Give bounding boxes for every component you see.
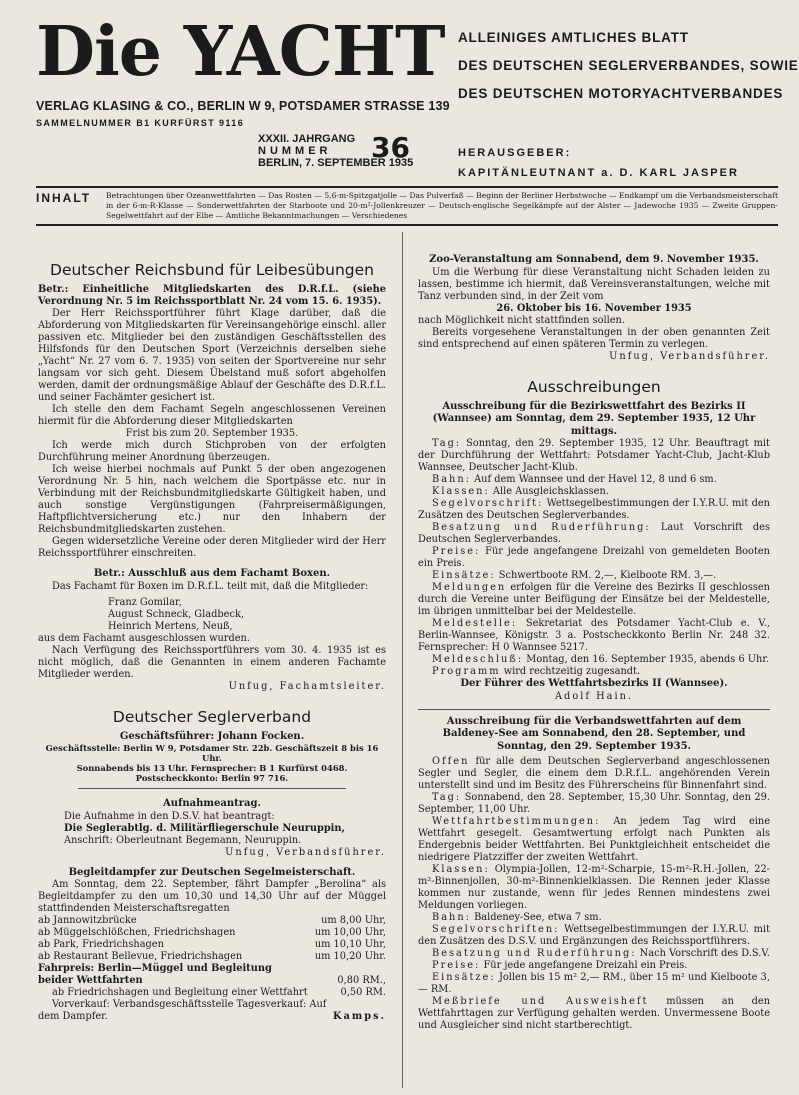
term-key: Besatzung und Ruderführung: (432, 522, 651, 533)
term-key: Segelvorschrift: (432, 498, 544, 509)
baldeney-terms (418, 756, 770, 1032)
masthead-tagline (458, 24, 799, 108)
paragraph: Am Sonntag, dem 22. September, fährt Dampfer „Berolina“ als Begleitdampfer zu den um 10,30 und 14,30 Uhr auf der Müggel stattfindenden Meisterschaftsregatten (38, 879, 386, 914)
term-value: Olympia-Jollen, 12-m²-Scharpie, 15-m²-R.H.-Jollen, 22-m²-Binnenjollen, 30-m²-Binnenkielklassen. Die Rennen jeder Klasse kommen nur zustande, wenn für jedes Rennen mindestens zwei Meldungen vorliegen. (418, 864, 770, 911)
tagline-line: DES DEUTSCHEN MOTORYACHTVERBANDES (458, 86, 784, 101)
date-range: 26. Oktober bis 16. November 1935 (496, 302, 692, 314)
term-value: müssen an den Wettfahrttagen zur Verfügung gehalten werden. Unvermessene Boote und Ausgleicher sind nicht startberechtigt. (418, 996, 770, 1031)
fare-row (38, 987, 386, 999)
signature: Der Führer des Wettfahrtsbezirks II (Wannsee). (460, 678, 728, 689)
contents-bar (36, 186, 778, 226)
begleitdampfer-heading: Begleitdampfer zur Deutschen Segelmeisterschaft. (68, 866, 356, 878)
term-key: Programm (432, 666, 501, 677)
signature: Unfug, Verbandsführer. (225, 846, 386, 858)
presale-text: Vorverkauf: Verbandsgeschäftsstelle Tagesverkauf: Auf dem Dampfer. (38, 999, 327, 1022)
signature: Unfug, Fachamtsleiter. (228, 680, 386, 692)
tagline-line: ALLEINIGES AMTLICHES BLATT (458, 30, 689, 45)
term-item (418, 816, 770, 864)
stop-name: ab Park, Friedrichshagen (38, 939, 164, 950)
term-value: Wettsegelbestimmungen der I.Y.R.U. mit den Zusätzen des Deutschen Seglerverbandes. (418, 498, 770, 521)
term-key: Preise: (432, 960, 481, 971)
issue-info (258, 133, 414, 169)
timetable-row (38, 939, 386, 951)
term-item (418, 522, 770, 546)
term-value: für alle dem Deutschen Seglerverband angeschlossenen Segler und Segler, die einem dem D.R.f.L. angehörenden Verein unterstellt sind und im Besitz des Führerscheins für Binnenfahrt sind. (418, 756, 770, 791)
signature: Adolf Hain. (554, 690, 634, 702)
term-item (418, 498, 770, 522)
term-item (418, 960, 770, 972)
term-value: Laut Vorschrift des Deutschen Seglerverbandes. (418, 522, 770, 545)
term-value: wird rechtzeitig zugesandt. (503, 666, 641, 677)
term-item (418, 996, 770, 1032)
number-label: NUMMER (258, 145, 332, 157)
fare-value: 0,50 RM. (340, 987, 386, 998)
timetable-row (38, 915, 386, 927)
term-value: Nach Vorschrift des D.S.V. (639, 948, 770, 959)
timetable-row (38, 927, 386, 939)
term-item (418, 654, 770, 666)
office-address: Sonnabends bis 13 Uhr. Fernsprecher: B 1 Kurfürst 0468. (76, 763, 348, 773)
paragraph: Das Fachamt für Boxen im D.R.f.L. teilt mit, daß die Mitglieder: (52, 580, 369, 592)
timetable-row (38, 951, 386, 963)
paragraph: Die Aufnahme in den D.S.V. hat beantragt: (64, 810, 275, 822)
excluded-member: August Schneck, Gladbeck, (108, 608, 244, 620)
paragraph: nach Möglichkeit nicht stattfinden sollen. (418, 314, 625, 326)
stop-time: um 8,00 Uhr, (321, 915, 386, 926)
aufnahmeantrag-heading: Aufnahmeantrag. (163, 798, 261, 809)
contents-label: INHALT (36, 191, 92, 205)
term-item (418, 546, 770, 570)
term-item (418, 582, 770, 618)
office-address: Postscheckkonto: Berlin 97 716. (135, 773, 289, 783)
paragraph: Nach Verfügung des Reichssportführers vom 30. 4. 1935 ist es nicht möglich, daß die Genannten in einem anderen Fachamte Mitglieder werden. (38, 644, 386, 680)
column-divider (402, 232, 403, 1088)
term-key: Einsätze: (432, 570, 496, 581)
left-column (38, 254, 386, 1023)
fare-label: ab Friedrichshagen und Begleitung einer Wettfahrt (52, 987, 308, 998)
excluded-member: Franz Gomilar, (108, 596, 182, 608)
bezirkswettfahrt-heading: Ausschreibung für die Bezirkswettfahrt des Bezirks II (Wannsee) am Sonntag, dem 29. September 1935, 12 Uhr mittags. (432, 400, 756, 437)
term-key: Bahn: (432, 474, 471, 485)
term-item (418, 570, 770, 582)
presale-row (38, 999, 386, 1023)
term-value: Montag, den 16. September 1935, abends 6 Uhr. (526, 654, 770, 665)
term-item (418, 474, 770, 486)
term-item (418, 864, 770, 912)
term-value: Für jede angefangene Dreizahl von gemeldeten Booten ein Preis. (418, 546, 770, 569)
term-item (418, 972, 770, 996)
contents-text: Betrachtungen über Ozeanwettfahrten — Das Rosten — 5,6-m-Spitzgatjolle — Das Pulverfaß — Beginn der Berliner Herbstwoche — Endkampf um die Verbandsmeisterschaft in der 6-m-R-Klasse — Sonderwettfahrten der Starboote und 20-m²-Jollenkreuzer — Deutsch-englische Segelkämpfe auf der Alster — Jadewoche 1935 — Zweite Gruppen-Segelwettfahrt auf der Elbe — Amtliche Bekanntmachungen — Verschiedenes (106, 191, 778, 220)
paragraph: Ich weise hierbei nochmals auf Punkt 5 der oben angezogenen Verordnung Nr. 5 hin, nach welchem die Sportpässe etc. nur in Verbindung mit der Reichsbundmitgliedskarte Gültigkeit haben, und auch sonstige Vergünstigungen (Fahrpreisermäßigungen, Haftpflichtversicherung etc.) nur den Inhabern der Reichsbundmitgliedskarten zustehen. (38, 464, 386, 535)
volume-label: XXXII. JAHRGANG (258, 133, 356, 145)
publisher-line: VERLAG KLASING & CO., BERLIN W 9, POTSDAMER STRASSE 139 (36, 99, 450, 113)
baldeney-heading: Ausschreibung für die Verbandswettfahrten auf dem Baldeney-See am Sonnabend, den 28. September, und Sonntag, den 29. September 1935. (442, 715, 746, 752)
stop-time: um 10,00 Uhr, (314, 927, 386, 938)
paragraph: Ich stelle den dem Fachamt Segeln angeschlossenen Vereinen hiermit für die Abforderung dieser Mitgliedskarten (38, 404, 386, 427)
term-value: Für jede angefangene Dreizahl ein Preis. (483, 960, 688, 971)
phone-number-line: SAMMELNUMMER B1 KURFÜRST 9116 (36, 118, 245, 128)
term-item (418, 438, 770, 474)
term-item (418, 756, 770, 792)
right-column (418, 254, 770, 1032)
paragraph: Bereits vorgesehene Veranstaltungen in der oben genannten Zeit sind entsprechend auf einen späteren Termin zu verlegen. (418, 326, 770, 350)
term-value: erfolgen für die Vereine des Bezirks II geschlossen durch die Vereine unter Beifügung der Einsätze bei der Meldestelle, im übrigen unmittelbar bei der Meldestelle. (418, 582, 770, 617)
term-item (418, 792, 770, 816)
term-key: Klassen: (432, 486, 490, 497)
signature: Unfug, Verbandsführer. (609, 350, 770, 362)
term-key: Meldungen (432, 582, 507, 593)
applicant: Die Seglerabtlg. d. Militärfliegerschule Neuruppin, (64, 822, 345, 834)
term-value: Auf dem Wannsee und der Havel 12, 8 und 6 sm. (474, 474, 717, 485)
stop-time: um 10,10 Uhr, (314, 939, 386, 950)
term-key: Wettfahrtbestimmungen: (432, 816, 601, 827)
excluded-member: Heinrich Mertens, Neuß, (108, 620, 233, 632)
stop-time: um 10,20 Uhr. (314, 951, 386, 962)
reichsbund-heading: Deutscher Reichsbund für Leibesübungen (50, 261, 374, 279)
term-key: Tag: (432, 438, 462, 449)
term-key: Meßbriefe und Ausweisheft (432, 996, 649, 1007)
stop-name: ab Restaurant Bellevue, Friedrichshagen (38, 951, 243, 962)
term-value: Baldeney-See, etwa 7 sm. (474, 912, 602, 923)
term-key: Segelvorschriften: (432, 924, 560, 935)
paragraph: aus dem Fachamt ausgeschlossen wurden. (38, 632, 250, 644)
term-key: Einsätze: (432, 972, 496, 983)
term-key: Tag: (432, 792, 462, 803)
paragraph: Ich werde mich durch Stichproben von der erfolgten Durchführung meiner Anordnung überzeugen. (38, 440, 386, 463)
managing-director: Geschäftsführer: Johann Focken. (119, 730, 305, 742)
term-item (418, 924, 770, 948)
term-item (418, 948, 770, 960)
term-item (418, 912, 770, 924)
term-key: Offen (432, 756, 470, 767)
issue-date: BERLIN, 7. SEPTEMBER 1935 (258, 157, 414, 169)
fare-label: Fahrpreis: Berlin—Müggel und Begleitung beider Wettfahrten (38, 963, 272, 986)
tagline-line: DES DEUTSCHEN SEGLERVERBANDES, SOWIE (458, 58, 799, 73)
stop-name: ab Jannowitzbrücke (38, 915, 137, 926)
term-value: Sonntag, den 29. September 1935, 12 Uhr. Beauftragt mit der Durchführung der Wettfahrt: Potsdamer Yacht-Club, Jacht-Klub Wannsee, Deutscher Jacht-Klub. (418, 438, 770, 473)
term-key: Bahn: (432, 912, 471, 923)
term-key: Klassen: (432, 864, 490, 875)
fare-value: 0,80 RM., (337, 975, 386, 986)
term-key: Besatzung und Ruderführung: (432, 948, 637, 959)
term-key: Preise: (432, 546, 481, 557)
term-key: Meldestelle: (432, 618, 518, 629)
ausschreibungen-heading: Ausschreibungen (527, 377, 661, 396)
term-item (418, 666, 770, 678)
paragraph: Gegen widersetzliche Vereine oder deren Mitglieder wird der Herr Reichssportführer einschreiten. (38, 536, 386, 559)
term-value: Alle Ausgleichsklassen. (492, 486, 609, 497)
masthead-logo: Die YACHT (36, 12, 445, 92)
stop-name: ab Müggelschlößchen, Friedrichshagen (38, 927, 236, 938)
paragraph: Der Herr Reichssportführer führt Klage darüber, daß die Abforderung von Mitgliedskarten für Vereinsangehörige einschl. aller passiven etc. Mitglieder bei den zuständigen Geschäftsstellen des Hilfsfonds für den Deutschen Sport (Verzeichnis derselben siehe „Yacht“ Nr. 27 vom 6. 7. 1935) von seiten der Sportvereine nur sehr langsam vor sich geht. Diesem Übelstand muß sofort abgeholfen werden, damit der ordnungsmäßige Ablauf der Geschäfte des D.R.f.L. und seiner Fachämter gesichert ist. (38, 308, 386, 403)
term-value: Schwertboote RM. 2,—, Kielboote RM. 3,—. (498, 570, 717, 581)
betreff-boxen: Betr.: Ausschluß aus dem Fachamt Boxen. (93, 568, 331, 579)
editor-name: KAPITÄNLEUTNANT a. D. KARL JASPER (458, 167, 739, 179)
editor-label: HERAUSGEBER: (458, 147, 572, 159)
office-address: Geschäftsstelle: Berlin W 9, Potsdamer Str. 22b. Geschäftszeit 8 bis 16 Uhr. (45, 743, 379, 763)
applicant-address: Anschrift: Oberleutnant Begemann, Neuruppin. (64, 834, 302, 846)
bezirkswettfahrt-terms (418, 438, 770, 678)
deadline-line: Frist bis zum 20. September 1935. (125, 428, 299, 439)
term-key: Meldeschluß: (432, 654, 524, 665)
paragraph: Um die Werbung für diese Veranstaltung nicht Schaden leiden zu lassen, bestimme ich hiermit, daß Vereinsveranstaltungen, welche mit Tanz verbunden sind, in der Zeit vom (418, 266, 770, 302)
term-value: Jollen bis 15 m² 2,— RM., über 15 m² und Kielboote 3,— RM. (418, 972, 770, 995)
fare-row (38, 963, 386, 987)
term-value: Sonnabend, den 28. September, 15,30 Uhr. Sonntag, den 29. September, 11,00 Uhr. (418, 792, 770, 815)
term-value: An jedem Tag wird eine Wettfahrt gesegelt. Gesamtwertung erfolgt nach Punkten als Endergebnis beider Wettfahrten. Bei Punktgleichheit entscheidet die niedrigere Platzziffer der zweiten Wettfahrt. (418, 816, 770, 863)
seglerverband-heading: Deutscher Seglerverband (112, 707, 312, 726)
issue-number: 36 (371, 131, 410, 164)
editor-info (458, 143, 739, 183)
term-value: Wettsegelbestimmungen der I.Y.R.U. mit den Zusätzen des D.S.V. und Ergänzungen des Reichssportführers. (418, 924, 770, 947)
betreff-mitgliedskarten: Betr.: Einheitliche Mitgliedskarten des D.R.f.L. (siehe Verordnung Nr. 5 im Reichssportblatt Nr. 24 vom 15. 6. 1935). (38, 284, 386, 307)
term-item (418, 618, 770, 654)
term-value: Sekretariat des Potsdamer Yacht-Club e. V., Berlin-Wannsee, Königstr. 3 a. Postscheckkonto Berlin Nr. 248 32. Fernsprecher: H 0 Wannsee 5217. (418, 618, 770, 653)
zoo-heading: Zoo-Veranstaltung am Sonnabend, dem 9. November 1935. (429, 254, 759, 265)
term-item (418, 486, 770, 498)
signature: Kamps. (332, 1011, 386, 1022)
